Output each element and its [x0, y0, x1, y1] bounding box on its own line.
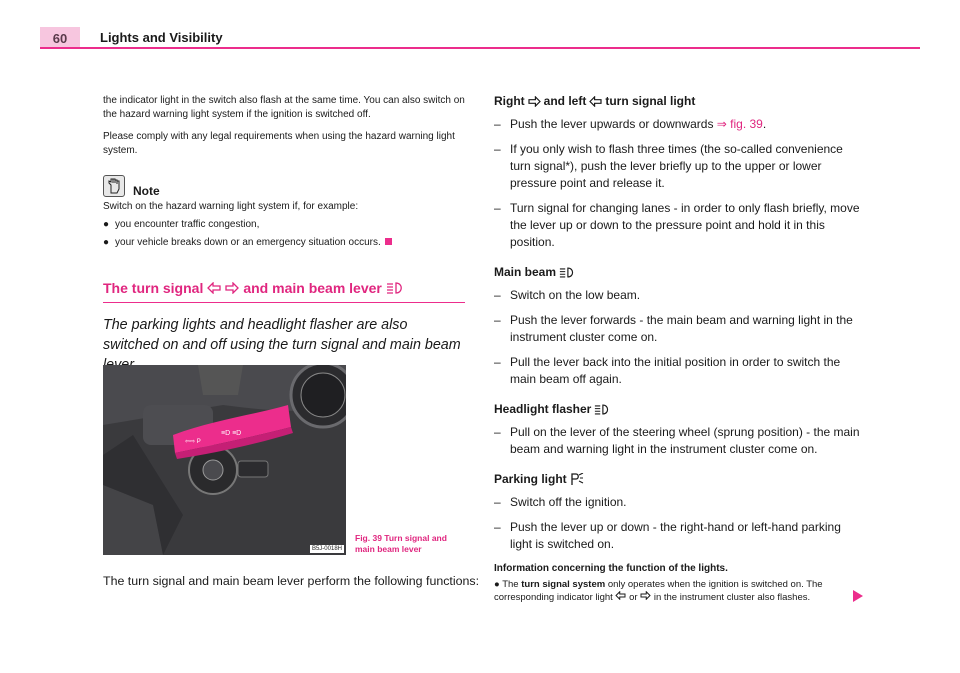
- list-item: – If you only wish to flash three times (the so-called convenience turn signal*), push the lever briefly up to the upper or lower pressure point and release it.: [494, 142, 843, 190]
- arrow-left-icon: [207, 282, 221, 294]
- note-hand-icon: [103, 175, 125, 197]
- header-rule: [40, 47, 920, 49]
- note-bullet: ● you encounter traffic congestion,: [103, 219, 260, 230]
- note-intro: Switch on the hazard warning light system if, for example:: [103, 201, 359, 212]
- main-beam-icon: [386, 282, 404, 294]
- page-number: 60: [40, 27, 80, 49]
- list-item: – Switch off the ignition.: [494, 495, 627, 509]
- left-column: [103, 94, 465, 375]
- paragraph-hazard-2: Please comply with any legal requirements when using the hazard warning light system.: [103, 131, 455, 156]
- figure-turn-signal-lever: [103, 365, 346, 555]
- arrow-right-icon: [528, 96, 541, 107]
- note-bullet-text: your vehicle breaks down or an emergency situation occurs.: [115, 236, 392, 250]
- svg-text:≡D ≡D: ≡D ≡D: [221, 430, 242, 437]
- heading-turn-signal: Right and left turn signal light: [494, 94, 696, 108]
- note-bullet: ● your vehicle breaks down or an emergency situation occurs.: [103, 236, 465, 250]
- note-header: [103, 174, 465, 198]
- main-beam-icon: [559, 267, 575, 278]
- arrow-left-icon: [589, 96, 602, 107]
- note-bullet-text: you encounter traffic congestion,: [115, 219, 260, 230]
- paragraph-hazard-1: the indicator light in the switch also flash at the same time. You can also switch on the hazard warning light system if the ignition is switched off.: [103, 95, 465, 120]
- svg-text:⇦⇨ P: ⇦⇨ P: [185, 439, 201, 445]
- list-item: – Switch on the low beam.: [494, 288, 641, 302]
- list-item: – Pull on the lever of the steering wheel (sprung position) - the main beam and warning light in the instrument cluster come on.: [494, 425, 860, 456]
- note-title: Note: [133, 184, 160, 198]
- main-beam-icon: [594, 404, 610, 415]
- figure-code: B5J-0018H: [311, 546, 342, 552]
- section-intro: The parking lights and headlight flasher are also switched on and off using the turn signal and main beam: [103, 317, 461, 353]
- section-title: The turn signal and main beam lever: [103, 280, 465, 296]
- list-item: – Turn signal for changing lanes - in order to only flash briefly, move the lever up or down to the pressure point and hold it in this position.: [494, 201, 860, 249]
- parking-light-icon: [570, 473, 584, 486]
- end-square-icon: [385, 238, 392, 245]
- functions-intro: The turn signal and main beam lever perform the following functions:: [103, 574, 480, 588]
- arrow-right-icon: [640, 591, 651, 600]
- heading-main-beam: Main beam: [494, 265, 864, 279]
- figure-link[interactable]: ⇒ fig. 39: [716, 117, 763, 131]
- right-column: [494, 94, 864, 604]
- heading-headlight-flasher: Headlight flasher: [494, 402, 864, 416]
- arrow-right-icon: [225, 282, 239, 294]
- chapter-title: Lights and Visibility: [100, 30, 223, 45]
- heading-parking-light: Parking light: [494, 472, 864, 486]
- list-item: – Push the lever upwards or downwards ⇒ fig. 39.: [494, 117, 767, 131]
- section-rule: [103, 302, 465, 303]
- continue-arrow-icon: [853, 589, 863, 607]
- arrow-left-icon: [615, 591, 626, 600]
- list-item: – Pull the lever back into the initial position in order to switch the main beam off again.: [494, 355, 841, 386]
- info-title: Information concerning the function of the lights.: [494, 563, 728, 574]
- info-bullet: ● The turn signal system only operates when the ignition is switched on. The corresponding indicator light or in the instrument cluster also flashes.: [494, 579, 823, 603]
- figure-caption: Fig. 39 Turn signal and main beam lever: [355, 533, 447, 554]
- list-item: – Push the lever up or down - the right-hand or left-hand parking light is switched on.: [494, 520, 841, 551]
- list-item: – Push the lever forwards - the main beam and warning light in the instrument cluster come on.: [494, 313, 853, 344]
